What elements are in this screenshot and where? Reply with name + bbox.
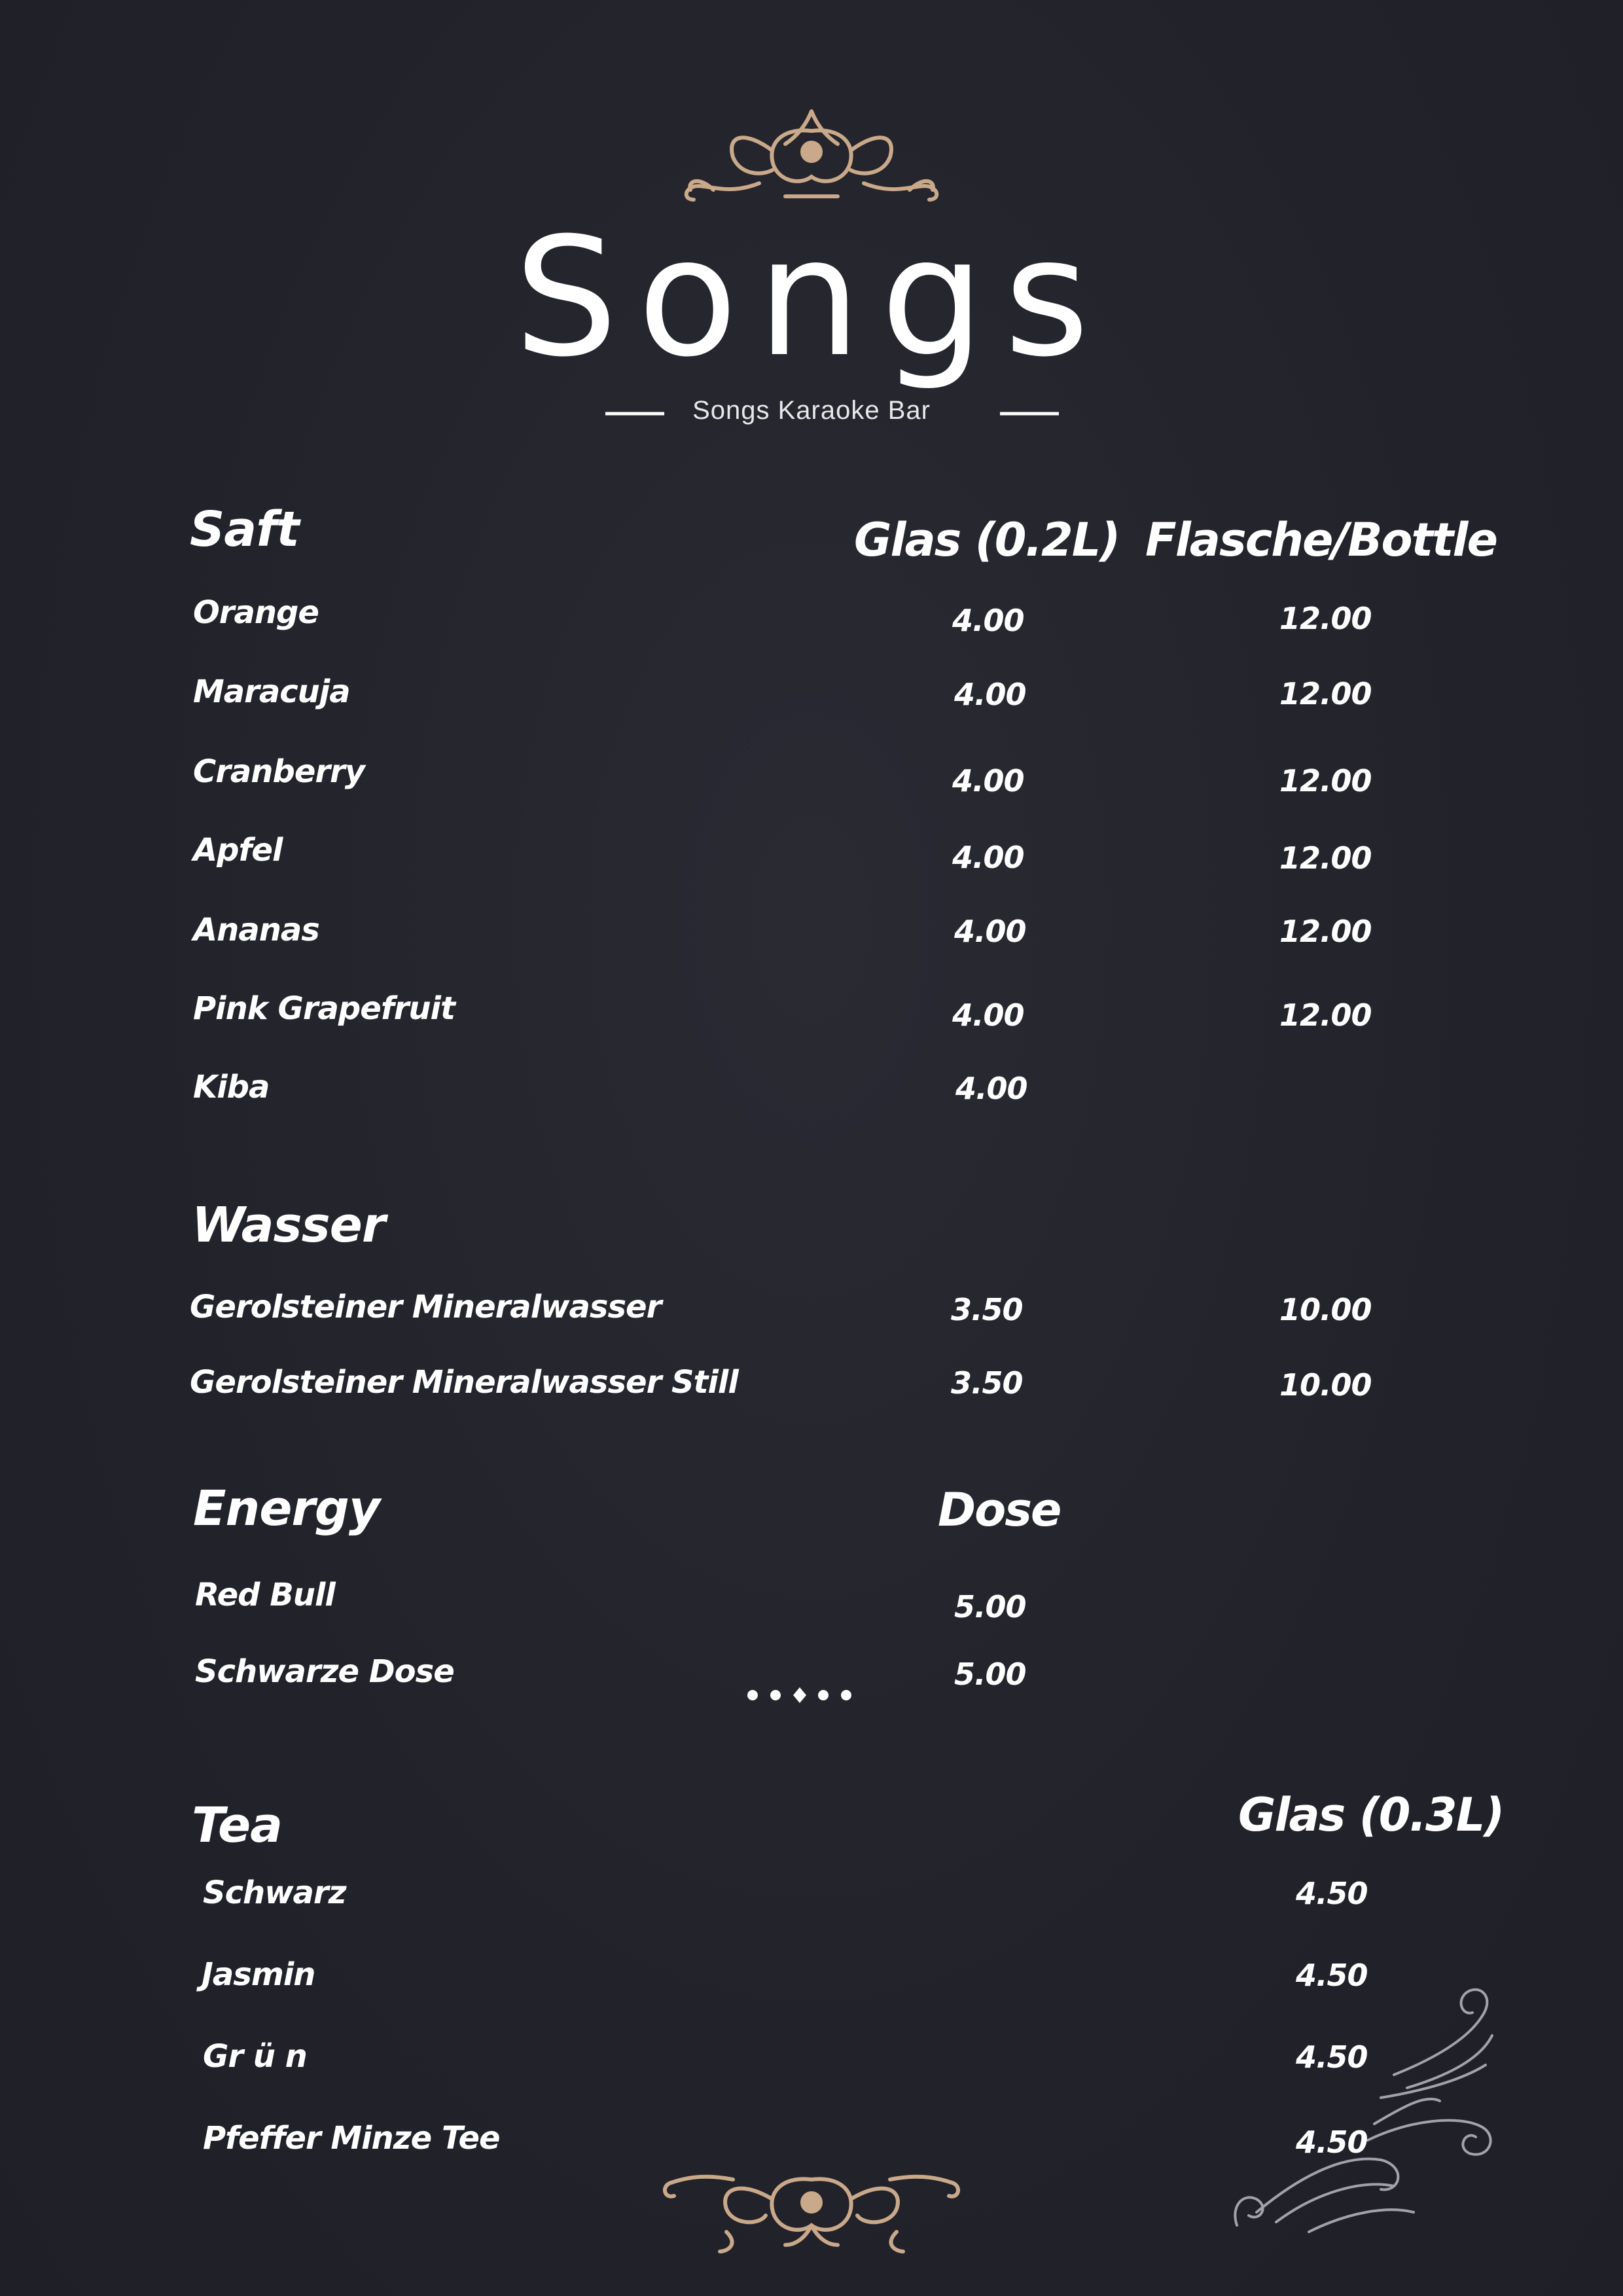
menu-item-price: 4.50 bbox=[1296, 1876, 1368, 1911]
menu-item-price-glas: 3.50 bbox=[951, 1292, 1023, 1327]
menu-item-price: 4.50 bbox=[1296, 2039, 1368, 2075]
menu-item-name: Ananas bbox=[193, 912, 319, 948]
bottom-ornament bbox=[665, 2177, 958, 2251]
menu-item-price-bottle: 12.00 bbox=[1279, 763, 1372, 798]
menu-item-price-glas: 4.00 bbox=[952, 763, 1024, 798]
menu-item-name: Jasmin bbox=[202, 1956, 315, 1993]
menu-item-price: 4.50 bbox=[1296, 2125, 1368, 2160]
menu-item-name: Maracuja bbox=[193, 673, 350, 710]
section-title-tea: Tea bbox=[192, 1797, 283, 1854]
menu-item-price-glas: 4.00 bbox=[952, 840, 1024, 875]
menu-item-name: Schwarz bbox=[203, 1874, 346, 1911]
menu-item-name: Pfeffer Minze Tee bbox=[203, 2120, 500, 2157]
menu-item-price-glas: 3.50 bbox=[951, 1365, 1023, 1401]
column-header-bottle: Flasche/Bottle bbox=[1145, 513, 1497, 567]
frame-bottom-left bbox=[60, 1289, 589, 2265]
menu-item-price-bottle: 12.00 bbox=[1279, 840, 1372, 876]
menu-item-name: Schwarze Dose bbox=[195, 1653, 454, 1690]
menu-item-price-glas: 4.00 bbox=[954, 914, 1026, 949]
menu-item-name: Pink Grapefruit bbox=[193, 990, 455, 1027]
menu-item-price-glas: 4.00 bbox=[954, 677, 1026, 712]
middle-divider bbox=[366, 1687, 1348, 1703]
menu-item-price-glas: 4.00 bbox=[955, 1071, 1027, 1106]
menu-item-price-bottle: 10.00 bbox=[1279, 1367, 1372, 1403]
menu-item-price-glas: 4.00 bbox=[952, 997, 1024, 1033]
column-header-dose: Dose bbox=[938, 1483, 1061, 1537]
menu-item-name: Gr ü n bbox=[203, 2038, 307, 2075]
menu-item-price: 4.50 bbox=[1296, 1958, 1368, 1993]
menu-item-name: Gerolsteiner Mineralwasser bbox=[190, 1289, 662, 1325]
menu-item-name: Orange bbox=[193, 594, 319, 631]
section-title-energy: Energy bbox=[193, 1480, 380, 1537]
menu-item-name: Gerolsteiner Mineralwasser Still bbox=[190, 1364, 738, 1401]
section-title-saft: Saft bbox=[190, 501, 299, 558]
menu-item-price: 5.00 bbox=[954, 1657, 1026, 1692]
menu-item-name: Red Bull bbox=[195, 1577, 335, 1613]
menu-item-price-glas: 4.00 bbox=[952, 603, 1024, 638]
top-ornament bbox=[687, 111, 937, 200]
section-title-wasser: Wasser bbox=[192, 1197, 385, 1253]
menu-item-name: Apfel bbox=[193, 832, 283, 869]
menu-item-price-bottle: 12.00 bbox=[1279, 914, 1372, 949]
menu-item-price-bottle: 12.00 bbox=[1279, 676, 1372, 711]
menu-item-price-bottle: 12.00 bbox=[1279, 997, 1372, 1033]
column-header-glas: Glas (0.2L) bbox=[854, 513, 1120, 567]
menu-item-price-bottle: 10.00 bbox=[1279, 1292, 1372, 1327]
menu-item-name: Kiba bbox=[193, 1069, 270, 1105]
menu-item-price-bottle: 12.00 bbox=[1279, 601, 1372, 636]
menu-item-price: 5.00 bbox=[954, 1589, 1026, 1624]
page-subtitle: Songs Karaoke Bar bbox=[692, 396, 931, 425]
column-header-glas-tea: Glas (0.3L) bbox=[1238, 1788, 1504, 1842]
page-title: Songs bbox=[514, 202, 1109, 393]
swirl-ornament bbox=[1235, 1990, 1492, 2232]
menu-item-name: Cranberry bbox=[193, 753, 365, 790]
